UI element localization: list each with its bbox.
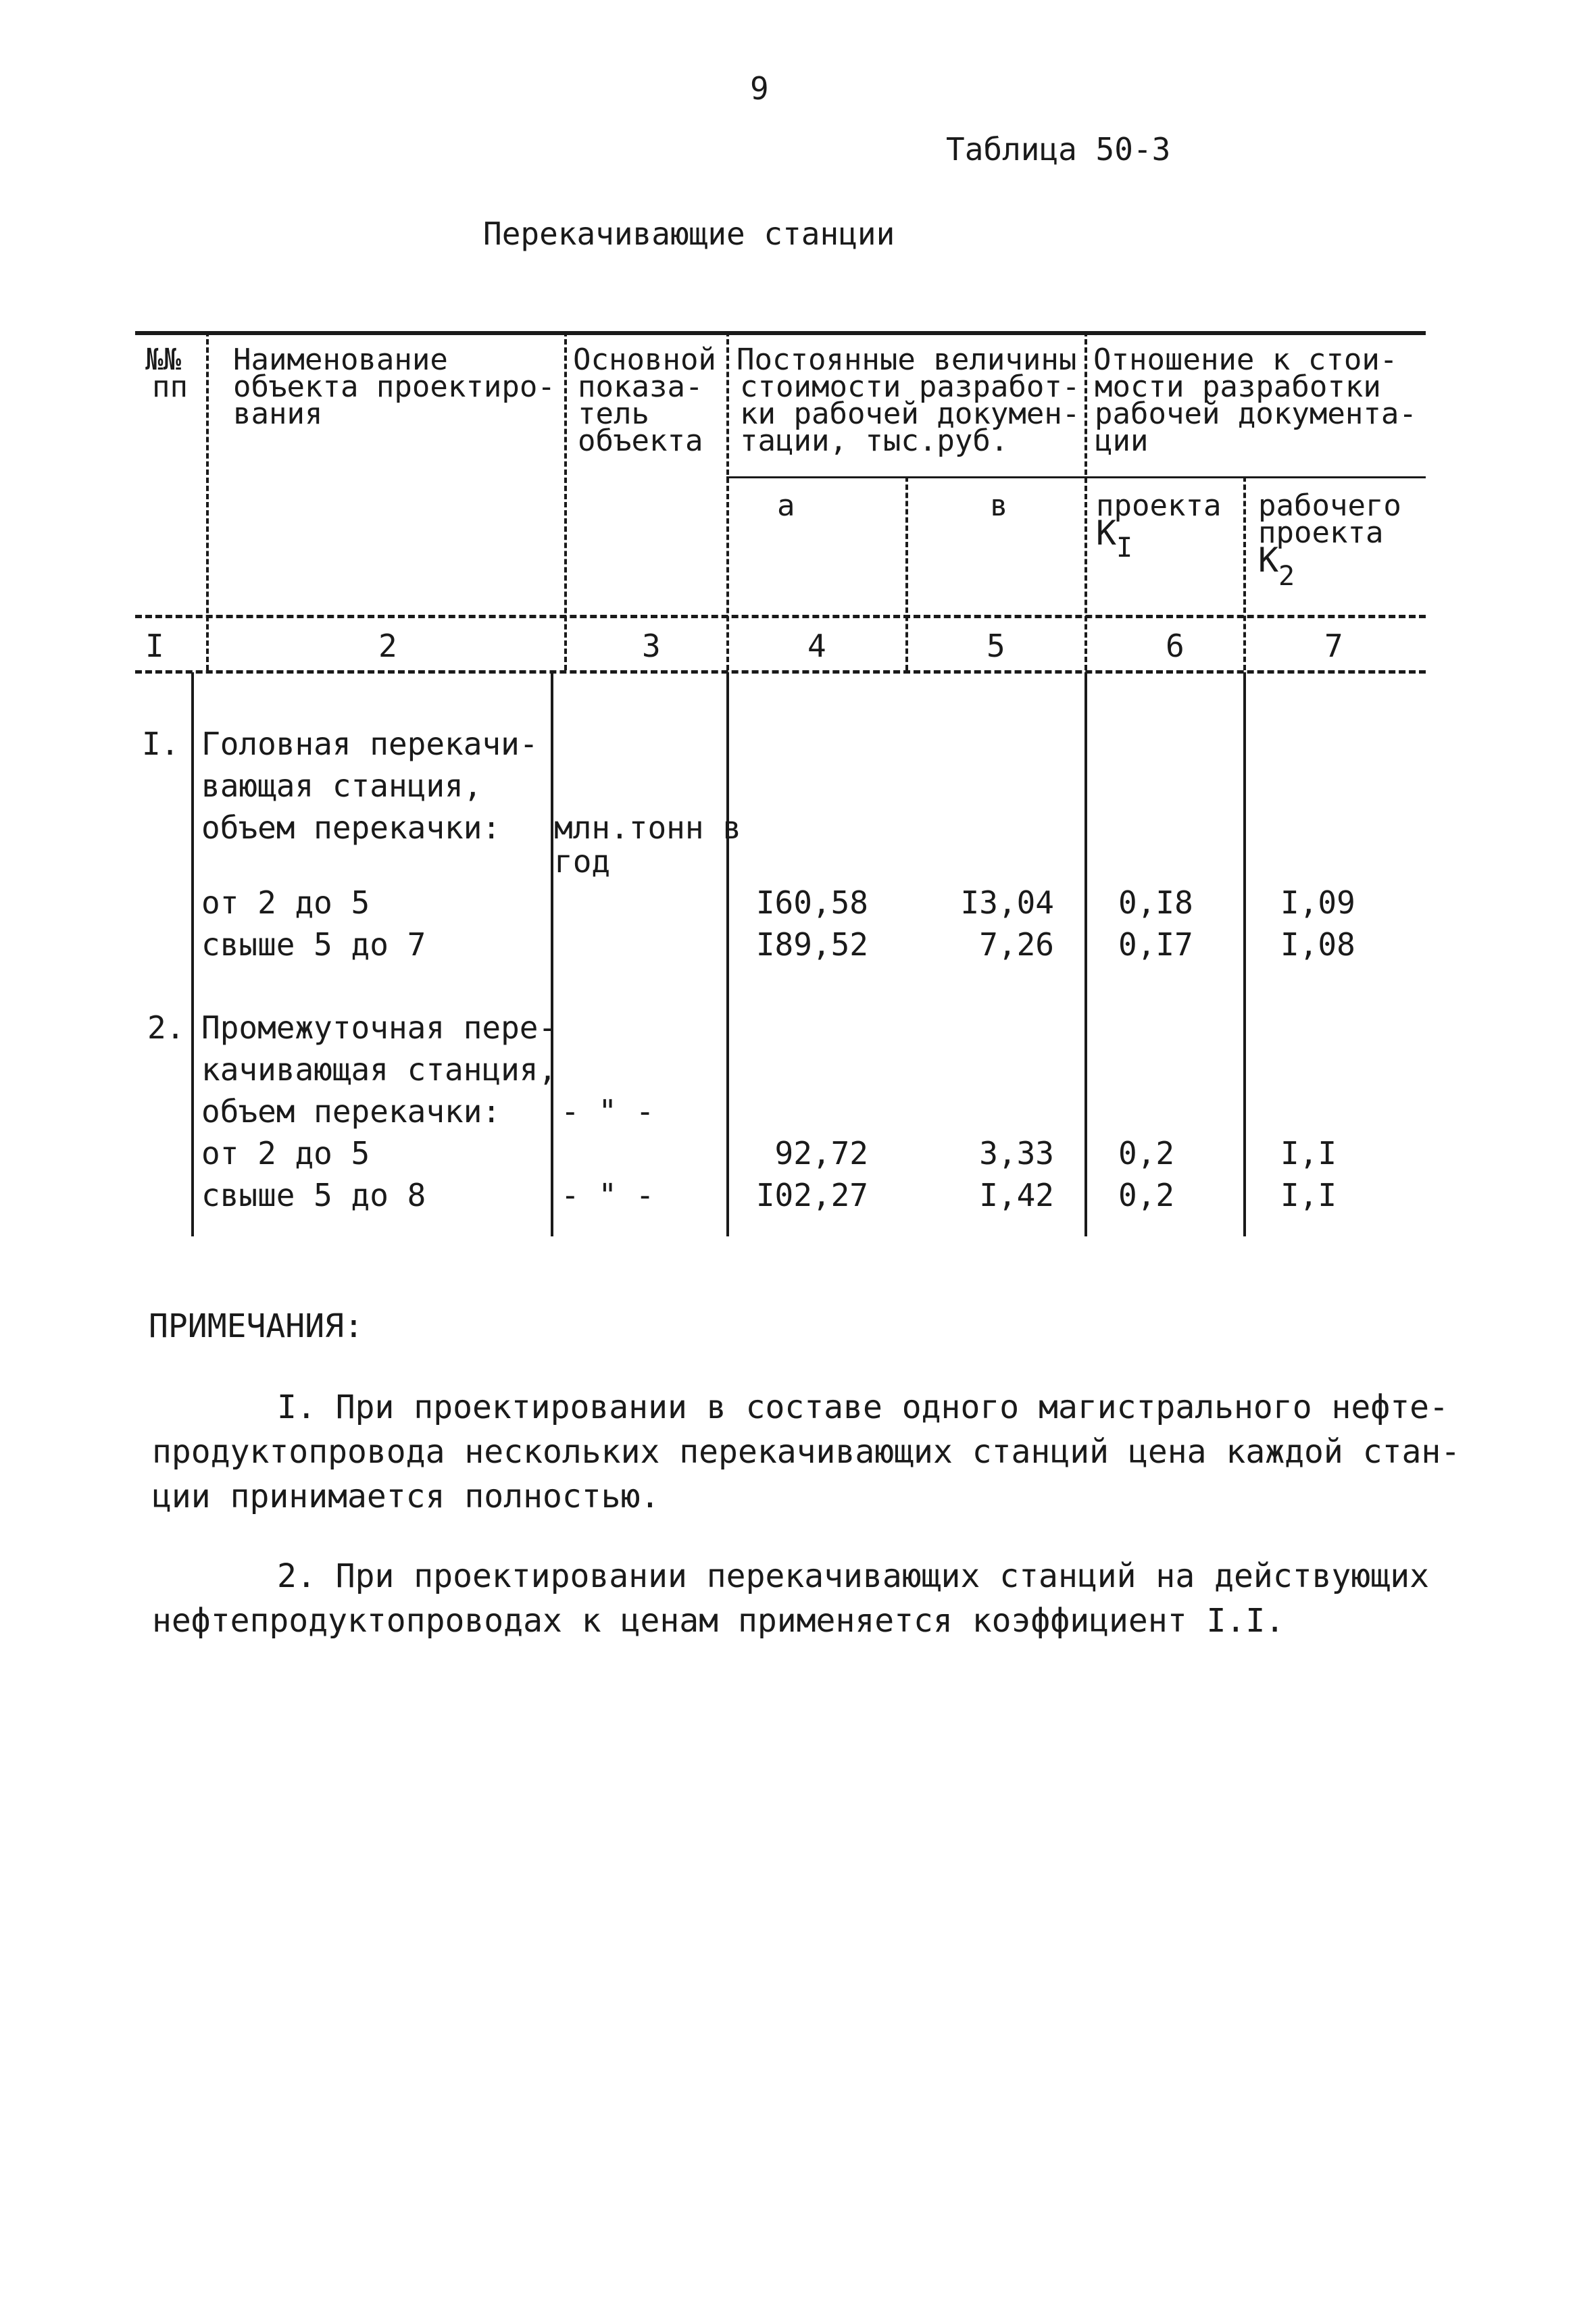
header-ratio-line4: ции: [1095, 424, 1149, 458]
body-divider-2: [551, 672, 553, 1236]
row2b-value-b: I,42: [979, 1177, 1054, 1213]
numbers-bottom-border: [135, 670, 1426, 674]
header-name-line3: вания: [233, 397, 323, 431]
header-const-line2: стоимости разработ-: [740, 370, 1080, 404]
subheader-k1-index: I: [1116, 532, 1133, 563]
col-divider-5: [1084, 331, 1087, 670]
table-title: Перекачивающие станции: [483, 216, 895, 252]
body-divider-4: [1084, 672, 1087, 1236]
row1b-value-k2: I,08: [1280, 926, 1355, 963]
body-divider-1: [191, 672, 194, 1236]
header-num-line2: пп: [152, 370, 188, 404]
notes-heading: ПРИМЕЧАНИЯ:: [149, 1307, 364, 1345]
subheader-k2-symbol: К: [1258, 540, 1279, 580]
header-bottom-border: [135, 615, 1426, 618]
header-const-line4: тации, тыс.руб.: [740, 424, 1009, 458]
colnum-2: 2: [378, 628, 397, 664]
note2-line2: нефтепродуктопроводах к ценам применяется коэффициент I.I.: [152, 1602, 1285, 1640]
row1-name-line2: вающая станция,: [201, 768, 482, 804]
body-divider-3: [726, 672, 729, 1236]
col-divider-6: [1243, 476, 1246, 670]
colnum-6: 6: [1166, 628, 1184, 664]
subheader-k1-label: проекта: [1096, 488, 1222, 523]
colnum-3: 3: [642, 628, 661, 664]
colnum-1: I: [145, 628, 164, 664]
col-divider-2: [564, 331, 567, 670]
subheader-k1-symbol: К: [1096, 513, 1117, 553]
row1b-name: свыше 5 до 7: [201, 926, 426, 963]
colnum-4: 4: [807, 628, 826, 664]
subheader-k2-label2: проекта: [1258, 515, 1384, 550]
header-const-line1: Постоянные величины: [737, 343, 1077, 377]
row2-unit: - " -: [561, 1093, 655, 1130]
header-name-line2: объекта проектиро-: [233, 370, 555, 404]
row1a-value-k2: I,09: [1280, 884, 1355, 921]
row2-name-line1: Промежуточная пере-: [201, 1009, 557, 1046]
header-indicator-line2: показа-: [578, 370, 703, 404]
header-ratio-line3: рабочей документа-: [1095, 397, 1417, 431]
header-indicator-line3: тель: [578, 397, 649, 431]
colnum-5: 5: [987, 628, 1005, 664]
subheader-a: а: [777, 488, 795, 523]
row2a-value-a: 92,72: [774, 1135, 868, 1172]
row1a-value-a: I60,58: [755, 884, 868, 921]
body-divider-5: [1243, 672, 1246, 1236]
row1b-value-a: I89,52: [755, 926, 868, 963]
row2b-unit: - " -: [561, 1177, 655, 1213]
row2a-value-b: 3,33: [979, 1135, 1054, 1172]
row2b-value-k2: I,I: [1280, 1177, 1337, 1213]
row1-unit-line2: год: [554, 843, 611, 880]
subheader-k2-index: 2: [1278, 561, 1295, 592]
header-name-line1: Наименование: [233, 343, 448, 377]
row1a-name: от 2 до 5: [201, 884, 370, 921]
header-num-line1: №№: [145, 343, 181, 377]
row2a-value-k2: I,I: [1280, 1135, 1337, 1172]
col-divider-1: [206, 331, 209, 670]
row2-name-line3: объем перекачки:: [201, 1093, 501, 1130]
subheader-k2-label1: рабочего: [1258, 488, 1401, 523]
row2-name-line2: качивающая станция,: [201, 1051, 557, 1088]
row2b-value-a: I02,27: [755, 1177, 868, 1213]
subheader-b: в: [990, 488, 1008, 523]
row2a-value-k1: 0,2: [1118, 1135, 1175, 1172]
row1-unit-line1: млн.тонн в: [554, 809, 741, 846]
header-const-line3: ки рабочей докумен-: [740, 397, 1080, 431]
row2b-name: свыше 5 до 8: [201, 1177, 426, 1213]
header-indicator-line4: объекта: [578, 424, 703, 458]
colnum-7: 7: [1324, 628, 1343, 664]
row1-number: I.: [142, 726, 180, 762]
col-divider-3: [726, 331, 729, 670]
row1-name-line3: объем перекачки:: [201, 809, 501, 846]
subheader-divider: [726, 476, 1426, 478]
header-ratio-line2: мости разработки: [1095, 370, 1381, 404]
note1-line1: I. При проектировании в составе одного магистрального нефте-: [277, 1388, 1449, 1426]
note2-line1: 2. При проектировании перекачивающих станций на действующих: [277, 1557, 1430, 1595]
col-divider-4: [905, 476, 908, 670]
row2-number: 2.: [147, 1009, 185, 1046]
header-ratio-line1: Отношение к стои-: [1093, 343, 1398, 377]
note1-line3: ции принимается полностью.: [152, 1478, 660, 1515]
row2a-name: от 2 до 5: [201, 1135, 370, 1172]
table-top-border: [135, 331, 1426, 335]
row1a-value-b: I3,04: [960, 884, 1054, 921]
page-number: 9: [750, 70, 769, 107]
row1a-value-k1: 0,I8: [1118, 884, 1193, 921]
row2b-value-k1: 0,2: [1118, 1177, 1175, 1213]
note1-line2: продуктопровода нескольких перекачивающих станций цена каждой стан-: [152, 1433, 1461, 1471]
table-label: Таблица 50-3: [946, 131, 1171, 168]
header-indicator-line1: Основной: [573, 343, 716, 377]
row1-name-line1: Головная перекачи-: [201, 726, 539, 762]
row1b-value-b: 7,26: [979, 926, 1054, 963]
row1b-value-k1: 0,I7: [1118, 926, 1193, 963]
